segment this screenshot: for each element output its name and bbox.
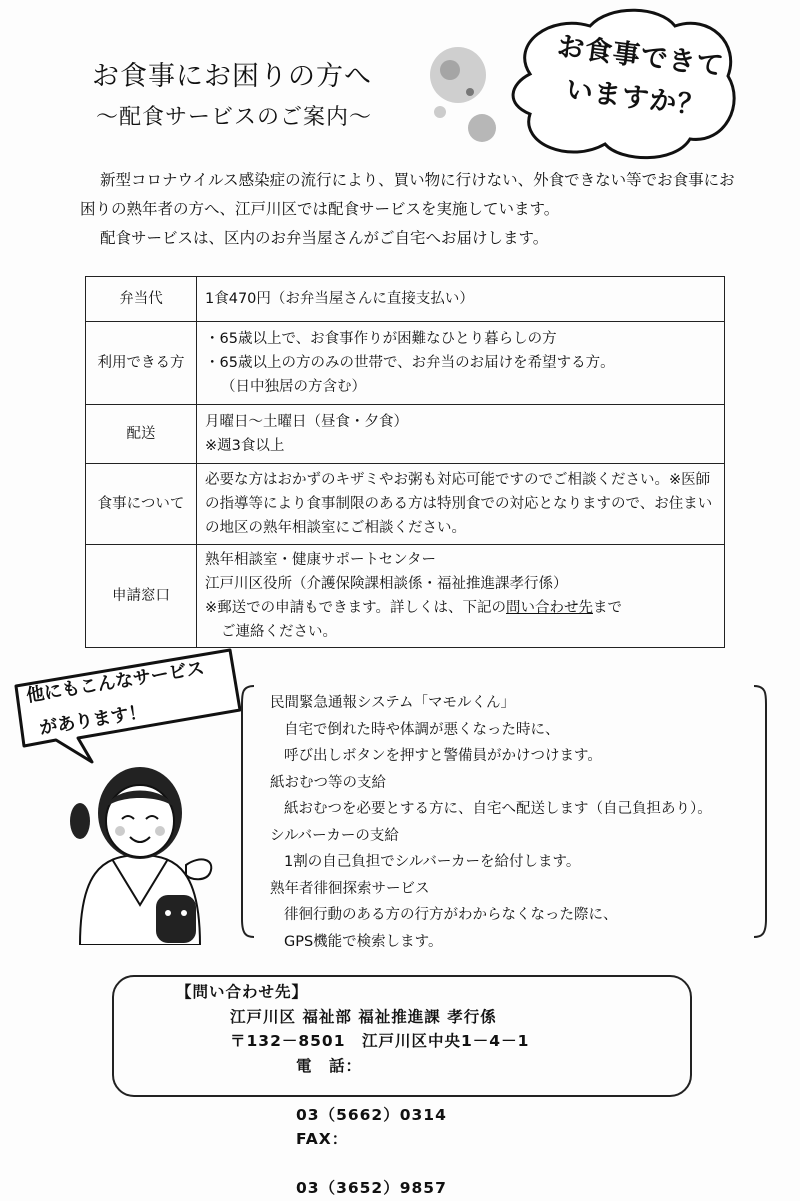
- list-item: [270, 876, 750, 956]
- fax-number: 03（3652）9857: [296, 1179, 447, 1197]
- contact-department: 江戸川区 福祉部 福祉推進課 孝行係: [230, 1007, 497, 1026]
- window-line-3-post: まで: [593, 600, 622, 616]
- table-row: [86, 277, 725, 322]
- speech-line-2: があります！: [38, 701, 149, 740]
- contact-reference-link: 問い合わせ先: [506, 600, 593, 616]
- contact-fax: [176, 1127, 656, 1201]
- services-list: [270, 690, 750, 955]
- service-body: 徘徊行動のある方の行方がわからなくなった際に、: [284, 907, 618, 923]
- service-title: シルバーカーの支給: [270, 827, 399, 844]
- row-body-meal: 必要な方はおかずのキザミやお粥も対応可能ですのでご相談ください。※医師の指導等により食事制限のある方は特別食での対応となりますので、お住まいの地区の熟年相談室にご相談ください。: [197, 464, 725, 545]
- service-body: 紙おむつを必要とする方に、自宅へ配送します（自己負担あり）。: [284, 801, 712, 817]
- service-body: 呼び出しボタンを押すと警備員がかけつけます。: [284, 748, 602, 764]
- eligible-line-3: （日中独居の方含む）: [221, 379, 366, 395]
- table-row: [86, 545, 725, 648]
- bubble-line-2: いますか？: [564, 74, 707, 123]
- table-row: [86, 322, 725, 405]
- row-body-eligible: [197, 322, 725, 405]
- service-body: 1割の自己負担でシルバーカーを給付します。: [284, 854, 581, 870]
- row-head-eligible: 利用できる方: [86, 322, 197, 405]
- row-head-delivery: 配送: [86, 405, 197, 464]
- service-title: 民間緊急通報システム「マモルくん」: [270, 695, 516, 711]
- service-body: 自宅で倒れた時や体調が悪くなった時に、: [284, 721, 560, 738]
- row-body-delivery: [197, 405, 725, 464]
- intro-paragraph-1: 新型コロナウイルス感染症の流行により、買い物に行けない、外食できない等でお食事にお困りの熟年者の方へ、江戸川区では配食サービスを実施しています。: [80, 171, 735, 218]
- contact-info: [176, 980, 656, 1201]
- service-title: 紙おむつ等の支給: [270, 774, 386, 791]
- tel-label: 電 話：: [296, 1056, 363, 1075]
- service-info-table: [85, 276, 725, 648]
- speech-line-1: 他にもこんなサービス: [24, 657, 206, 707]
- eligible-line-2: ・65歳以上の方のみの世帯で、お弁当のお届けを希望する方。: [205, 355, 615, 371]
- tel-number: 03（5662）0314: [296, 1105, 447, 1124]
- delivery-line-2: ※週3食以上: [205, 438, 285, 454]
- contact-heading: 【問い合わせ先】: [176, 983, 309, 1001]
- contact-tel: [176, 1054, 656, 1128]
- window-line-2: 江戸川区役所（介護保険課相談係・福祉推進課孝行係）: [205, 576, 568, 592]
- list-item: [270, 690, 750, 770]
- window-line-3-pre: ※郵送での申請もできます。詳しくは、下記の: [205, 600, 506, 616]
- bubble-line-1: お食事できて: [555, 31, 726, 83]
- window-line-4: ご連絡ください。: [221, 624, 337, 640]
- service-body: GPS機能で検索します。: [284, 933, 443, 950]
- row-body-lunch: 1食470円（お弁当屋さんに直接支払い）: [197, 277, 725, 322]
- fax-label: FAX：: [296, 1130, 349, 1148]
- eligible-line-1: ・65歳以上で、お食事作りが困難なひとり暮らしの方: [205, 331, 557, 347]
- table-row: [86, 405, 725, 464]
- window-line-1: 熟年相談室・健康サポートセンター: [205, 552, 436, 568]
- decorative-circles: [420, 40, 510, 160]
- row-head-meal: 食事について: [86, 464, 197, 545]
- contact-address: 〒132－8501 江戸川区中央1－4－1: [230, 1032, 530, 1050]
- window-line-3: [205, 596, 716, 620]
- row-head-lunch: 弁当代: [86, 277, 197, 322]
- list-item: [270, 770, 750, 823]
- row-head-window: 申請窓口: [86, 545, 197, 648]
- page-title: お食事にお困りの方へ: [92, 61, 372, 92]
- intro-paragraph-2: 配食サービスは、区内のお弁当屋さんがご自宅へお届けします。: [100, 229, 549, 247]
- delivery-line-1: 月曜日～土曜日（昼食・夕食）: [205, 414, 408, 430]
- row-body-window: [197, 545, 725, 648]
- service-title: 熟年者徘徊探索サービス: [270, 880, 430, 897]
- staff-girl-illustration: [60, 755, 225, 945]
- intro-text: [80, 166, 740, 253]
- page-subtitle: ～配食サービスのご案内～: [96, 105, 373, 130]
- list-item: [270, 823, 750, 876]
- table-row: [86, 464, 725, 545]
